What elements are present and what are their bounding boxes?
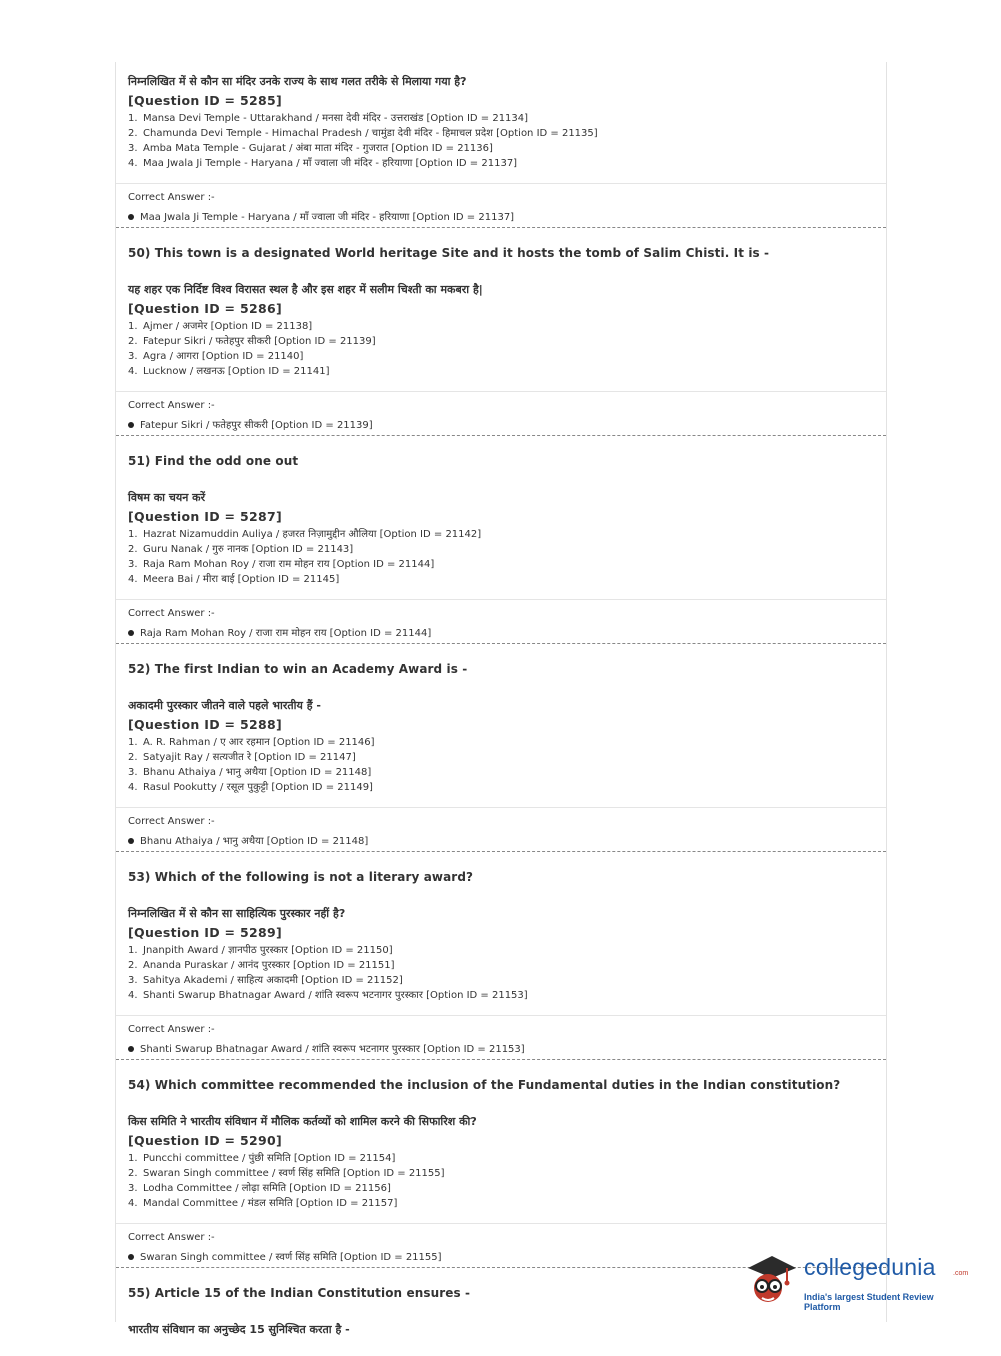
question-id: [Question ID = 5289] — [128, 925, 282, 940]
question-51 — [116, 436, 886, 587]
answer-label: Correct Answer :- — [128, 1232, 215, 1243]
question-52 — [116, 644, 886, 795]
option-2: 2. Fatepur Sikri / फतेहपुर सीकरी [Option ID = 21139] — [128, 336, 376, 347]
question-hindi: भारतीय संविधान का अनुच्छेद 15 सुनिश्चित करता है - — [128, 1323, 350, 1336]
question-hindi: निम्नलिखित में से कौन सा मंदिर उनके राज्य के साथ गलत तरीके से मिलाया गया है? — [128, 75, 467, 88]
option-2: 2. Swaran Singh committee / स्वर्ण सिंह समिति [Option ID = 21155] — [128, 1168, 445, 1179]
option-4: 4. Maa Jwala Ji Temple - Haryana / माँ ज्वाला जी मंदिर - हरियाणा [Option ID = 21137] — [128, 158, 518, 169]
option-3: 3. Lodha Committee / लोढ़ा समिति [Option ID = 21156] — [128, 1183, 391, 1194]
answer-item: Bhanu Athaiya / भानु अथैया [Option ID = 21148] — [128, 833, 874, 847]
option-1: 1. A. R. Rahman / ए आर रहमान [Option ID = 21146] — [128, 737, 375, 748]
bullet-icon — [128, 1254, 134, 1260]
options-list — [128, 111, 874, 171]
option-2: 2. Chamunda Devi Temple - Himachal Pradesh / चामुंडा देवी मंदिर - हिमाचल प्रदेश [Option ID = 21135] — [128, 128, 598, 139]
option-1: 1. Jnanpith Award / ज्ञानपीठ पुरस्कार [Option ID = 21150] — [128, 945, 393, 956]
option-4: 4. Rasul Pookutty / रसूल पुकुट्टी [Option ID = 21149] — [128, 782, 373, 793]
question-id: [Question ID = 5288] — [128, 717, 282, 732]
question-hindi: निम्नलिखित में से कौन सा साहित्यिक पुरस्कार नहीं है? — [128, 907, 346, 920]
option-3: 3. Sahitya Akademi / साहित्य अकादमी [Option ID = 21152] — [128, 975, 403, 986]
answer-item: Shanti Swarup Bhatnagar Award / शांति स्वरूप भटनागर पुरस्कार [Option ID = 21153] — [128, 1041, 874, 1055]
option-3: 3. Raja Ram Mohan Roy / राजा राम मोहन राय [Option ID = 21144] — [128, 559, 435, 570]
option-1: 1. Ajmer / अजमेर [Option ID = 21138] — [128, 321, 313, 332]
bullet-icon — [128, 1046, 134, 1052]
question-title: 54) Which committee recommended the inclusion of the Fundamental duties in the Indian constitution? — [128, 1078, 841, 1092]
question-54 — [116, 1060, 886, 1211]
logo-tagline: India's largest Student Review Platform — [804, 1292, 934, 1312]
option-4: 4. Shanti Swarup Bhatnagar Award / शांति स्वरूप भटनागर पुरस्कार [Option ID = 21153] — [128, 990, 528, 1001]
correct-answer-51 — [116, 599, 886, 643]
question-title: 55) Article 15 of the Indian Constitution ensures - — [128, 1286, 471, 1300]
answer-label: Correct Answer :- — [128, 816, 215, 827]
question-hindi: विषम का चयन करें — [128, 491, 206, 504]
question-50 — [116, 228, 886, 379]
option-2: 2. Guru Nanak / गुरु नानक [Option ID = 21143] — [128, 544, 354, 555]
question-title: 53) Which of the following is not a literary award? — [128, 870, 474, 884]
correct-answer-49 — [116, 183, 886, 227]
collegedunia-logo — [742, 1250, 972, 1310]
question-title: 50) This town is a designated World heritage Site and it hosts the tomb of Salim Chisti. It is - — [128, 246, 770, 260]
question-53 — [116, 852, 886, 1003]
option-3: 3. Agra / आगरा [Option ID = 21140] — [128, 351, 304, 362]
answer-label: Correct Answer :- — [128, 192, 215, 203]
question-hindi: अकादमी पुरस्कार जीतने वाले पहले भारतीय हैं - — [128, 699, 321, 712]
question-49 — [116, 62, 886, 171]
bullet-icon — [128, 838, 134, 844]
option-1: 1. Hazrat Nizamuddin Auliya / हजरत निज़ामुद्दीन औलिया [Option ID = 21142] — [128, 529, 482, 540]
answer-item: Raja Ram Mohan Roy / राजा राम मोहन राय [Option ID = 21144] — [128, 625, 874, 639]
options-list — [128, 735, 874, 795]
answer-item: Maa Jwala Ji Temple - Haryana / माँ ज्वाला जी मंदिर - हरियाणा [Option ID = 21137] — [128, 209, 874, 223]
option-3: 3. Bhanu Athaiya / भानु अथैया [Option ID = 21148] — [128, 767, 372, 778]
correct-answer-52 — [116, 807, 886, 851]
question-id: [Question ID = 5290] — [128, 1133, 282, 1148]
correct-answer-50 — [116, 391, 886, 435]
document-page — [115, 62, 887, 1336]
question-title: 52) The first Indian to win an Academy Award is - — [128, 662, 468, 676]
question-id: [Question ID = 5285] — [128, 93, 282, 108]
answer-label: Correct Answer :- — [128, 1024, 215, 1035]
option-1: 1. Mansa Devi Temple - Uttarakhand / मनसा देवी मंदिर - उत्तराखंड [Option ID = 21134] — [128, 113, 529, 124]
question-title: 51) Find the odd one out — [128, 454, 299, 468]
options-list — [128, 1151, 874, 1211]
option-3: 3. Amba Mata Temple - Gujarat / अंबा माता मंदिर - गुजरात [Option ID = 21136] — [128, 143, 493, 154]
option-1: 1. Puncchi committee / पुंछी समिति [Option ID = 21154] — [128, 1153, 396, 1164]
logo-domain: .com — [953, 1270, 969, 1277]
answer-item: Fatepur Sikri / फतेहपुर सीकरी [Option ID = 21139] — [128, 417, 874, 431]
bullet-icon — [128, 422, 134, 428]
answer-item: Swaran Singh committee / स्वर्ण सिंह समिति [Option ID = 21155] — [128, 1249, 874, 1263]
bullet-icon — [128, 630, 134, 636]
question-hindi: किस समिति ने भारतीय संविधान में मौलिक कर्तव्यों को शामिल करने की सिफारिश की? — [128, 1115, 477, 1128]
question-id: [Question ID = 5287] — [128, 509, 282, 524]
options-list — [128, 527, 874, 587]
option-4: 4. Meera Bai / मीरा बाई [Option ID = 21145] — [128, 574, 340, 585]
question-id: [Question ID = 5286] — [128, 301, 282, 316]
option-4: 4. Mandal Committee / मंडल समिति [Option ID = 21157] — [128, 1198, 398, 1209]
question-hindi: यह शहर एक निर्दिष्ट विश्व विरासत स्थल है और इस शहर में सलीम चिश्ती का मकबरा है| — [128, 283, 483, 296]
correct-answer-53 — [116, 1015, 886, 1059]
option-4: 4. Lucknow / लखनऊ [Option ID = 21141] — [128, 366, 330, 377]
options-list — [128, 943, 874, 1003]
options-list — [128, 319, 874, 379]
logo-name: collegedunia — [804, 1254, 936, 1280]
option-2: 2. Ananda Puraskar / आनंद पुरस्कार [Option ID = 21151] — [128, 960, 395, 971]
option-2: 2. Satyajit Ray / सत्यजीत रे [Option ID = 21147] — [128, 752, 356, 763]
mascot-icon — [742, 1250, 802, 1310]
bullet-icon — [128, 214, 134, 220]
answer-label: Correct Answer :- — [128, 400, 215, 411]
answer-label: Correct Answer :- — [128, 608, 215, 619]
